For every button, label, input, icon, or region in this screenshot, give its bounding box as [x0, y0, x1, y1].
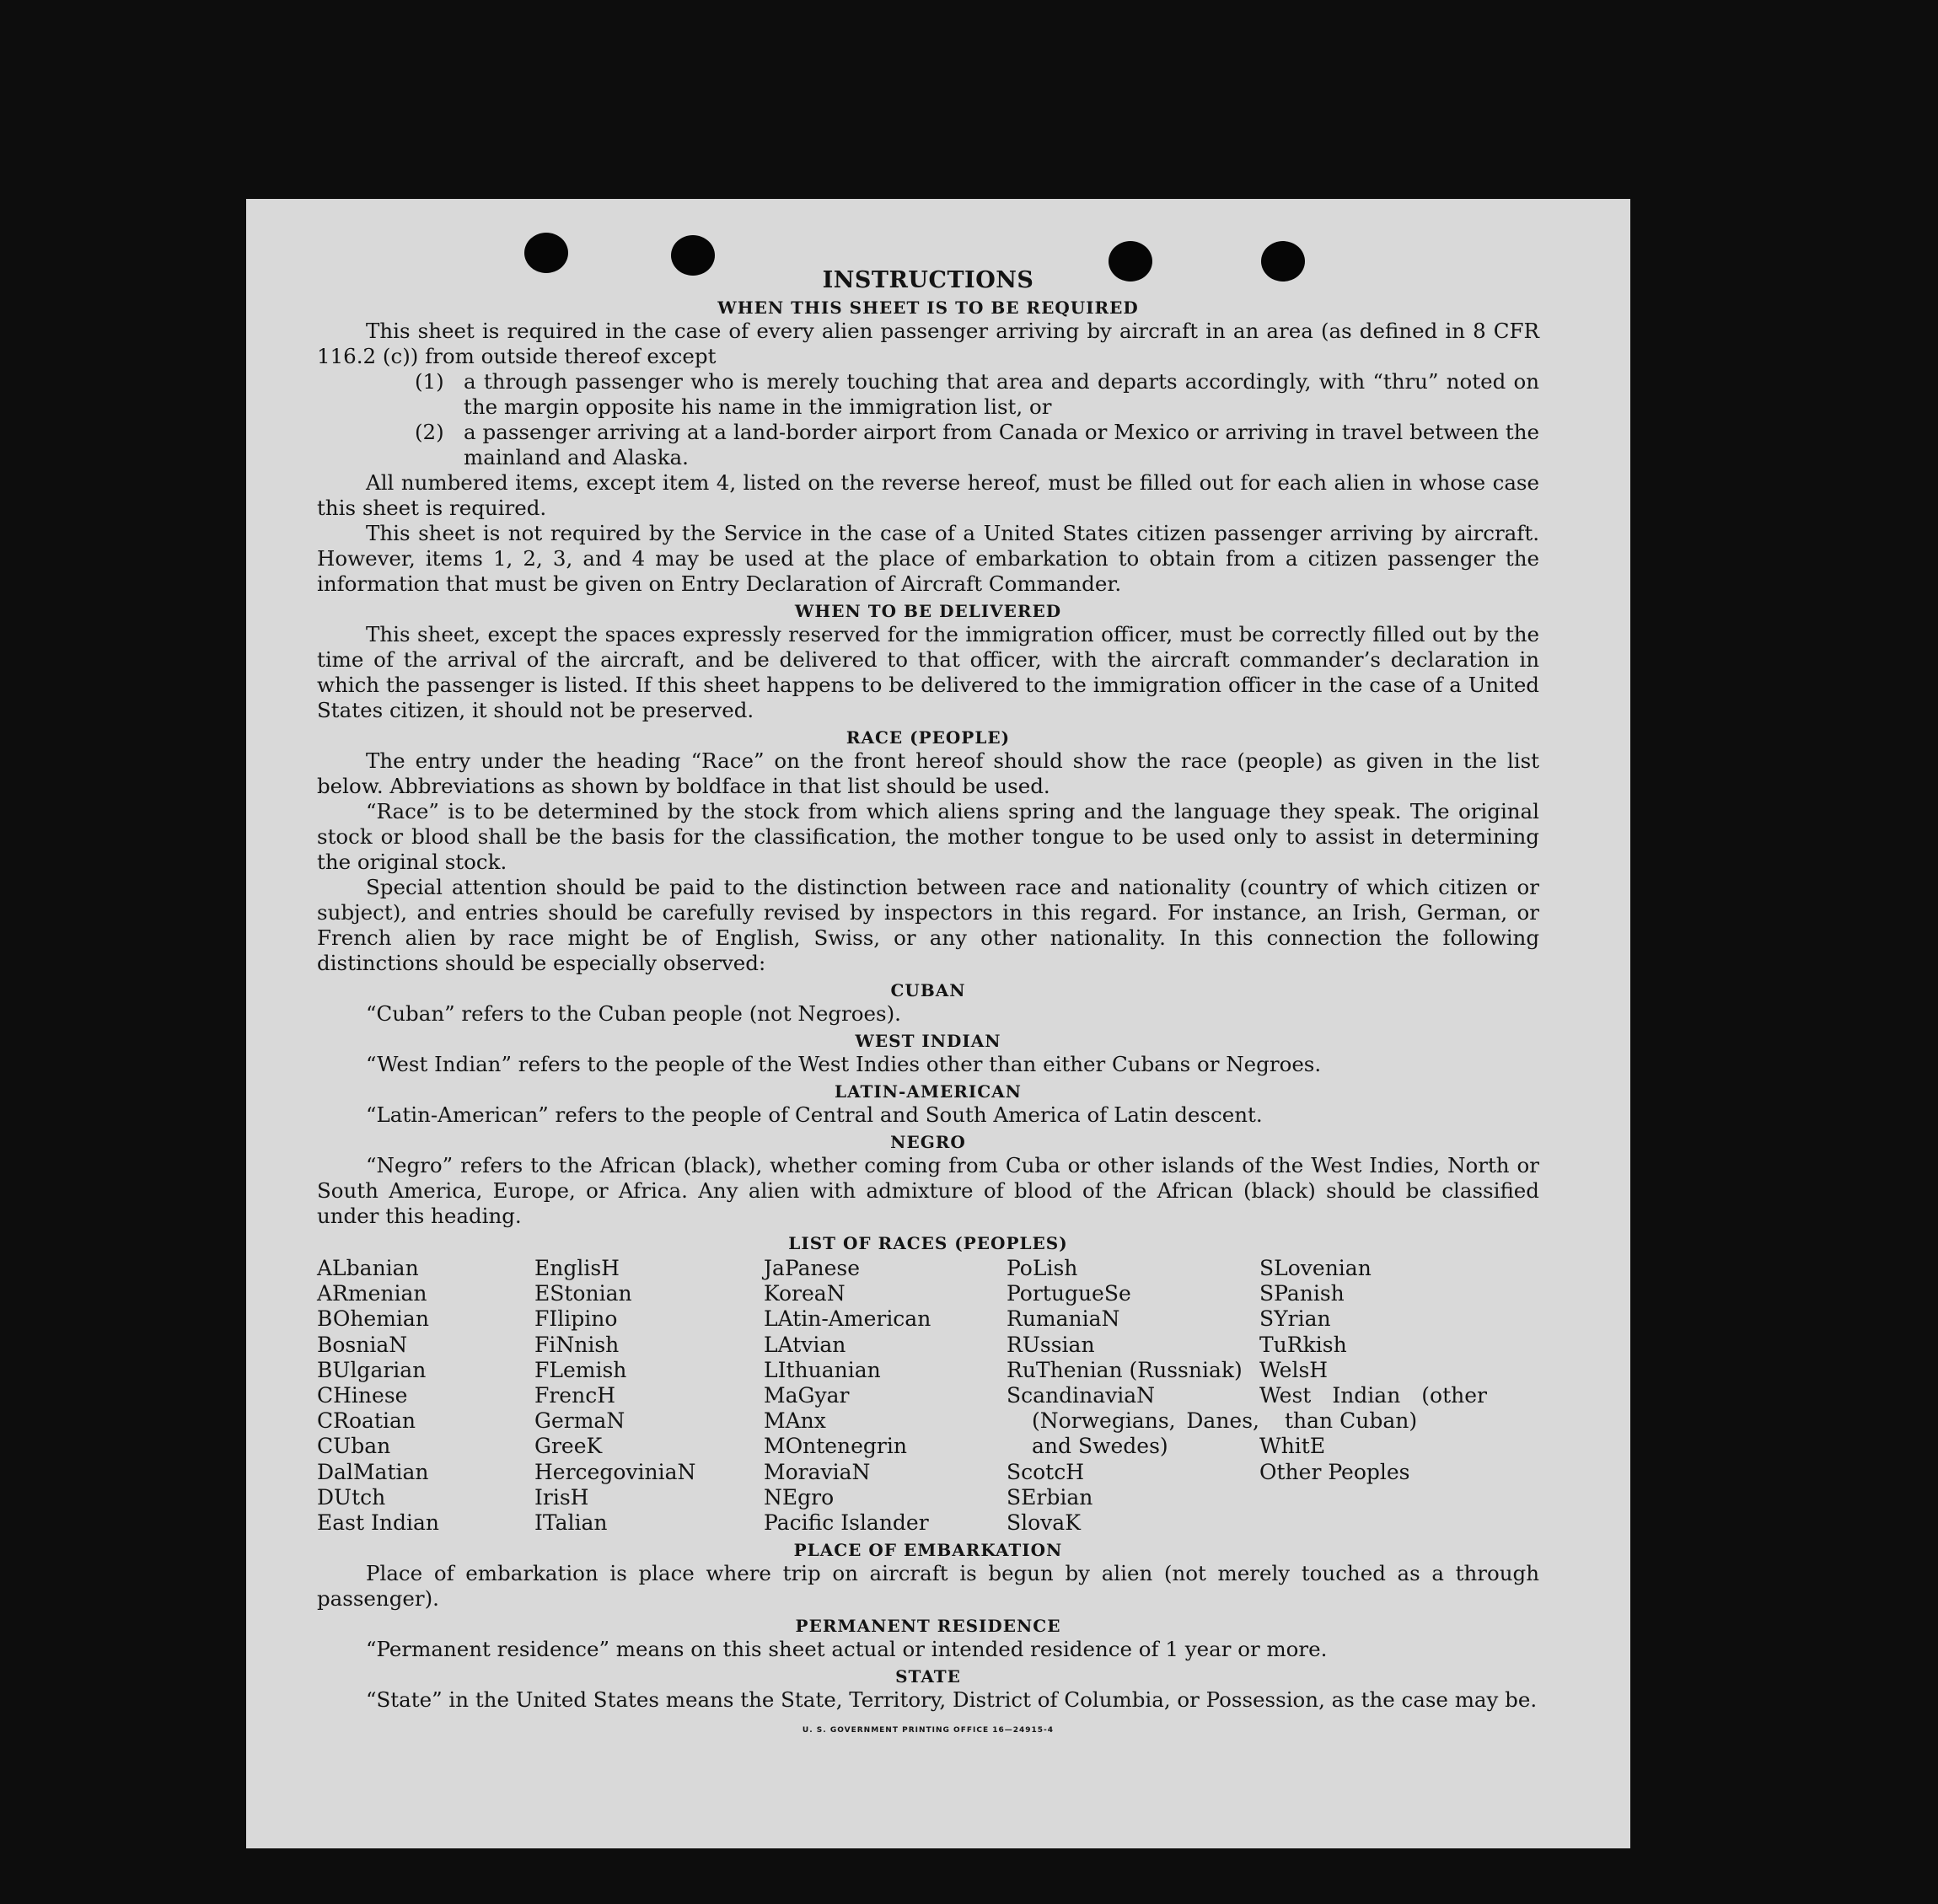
section-heading-latin-american: LATIN-AMERICAN: [835, 1081, 1022, 1102]
item-text: a passenger arriving at a land-border airport from Canada or Mexico or arriving in travel between the mainland and Alaska.: [464, 420, 1539, 469]
residence-paragraph: “Permanent residence” means on this sheet actual or intended residence of 1 year or more.: [366, 1637, 1328, 1662]
race-item: SLovenian: [1259, 1256, 1372, 1280]
section-heading-cuban: CUBAN: [890, 980, 966, 1000]
embarkation-paragraph: Place of embarkation is place where trip on aircraft is begun by alien (not merely touched as a through passenger).: [317, 1561, 1539, 1612]
race-column: [317, 1256, 534, 1536]
race-item: TuRkish: [1259, 1332, 1347, 1357]
race-list: [317, 1256, 1539, 1536]
race-item: RumaniaN: [1007, 1306, 1120, 1332]
race-item: WelsH: [1259, 1357, 1329, 1382]
race-item: PortugueSe: [1007, 1281, 1131, 1306]
race-paragraph: The entry under the heading “Race” on the front hereof should show the race (people) as given in the list below. Abbreviations as shown by boldface in that list should be used.: [317, 748, 1539, 798]
race-item: GermaN: [534, 1408, 625, 1434]
race-item: LAtvian: [764, 1332, 846, 1357]
race-list-heading: LIST OF RACES (PEOPLES): [788, 1233, 1068, 1253]
punch-hole: [524, 233, 568, 273]
delivered-paragraph: This sheet, except the spaces expressly reserved for the immigration officer, must be correctly filled out by the time of the arrival of the aircraft, and be delivered to that officer, with the aircraft commander’s declaration in which the passenger is listed. If this sheet happens to be delivered to the immigration officer in the case of a United States citizen, it should not be preserved.: [317, 622, 1539, 722]
race-item: SPanish: [1259, 1281, 1345, 1306]
race-item: MOntenegrin: [764, 1434, 907, 1459]
race-item: BUlgarian: [317, 1357, 427, 1382]
race-item: ScandinaviaN (Norwegians, Danes, and Swedes): [1007, 1383, 1259, 1459]
race-item: DUtch: [317, 1484, 386, 1510]
section-heading-residence: PERMANENT RESIDENCE: [795, 1616, 1061, 1637]
race-item: IrisH: [534, 1484, 589, 1510]
item-number: (1): [415, 369, 444, 394]
race-item: FLemish: [534, 1357, 627, 1382]
race-item: NEgro: [764, 1484, 835, 1510]
race-item: LAtin-American: [764, 1306, 931, 1332]
race-item: East Indian: [317, 1510, 439, 1536]
printer-imprint: U. S. GOVERNMENT PRINTING OFFICE 16—24915-4: [802, 1726, 1055, 1735]
race-item: PoLish: [1007, 1256, 1078, 1280]
cuban-paragraph: “Cuban” refers to the Cuban people (not Negroes).: [366, 1001, 901, 1026]
race-item: SYrian: [1259, 1306, 1331, 1332]
document-sheet: [246, 199, 1630, 1848]
instructions-content: [317, 268, 1539, 1743]
race-item: CHinese: [317, 1383, 408, 1408]
section-heading-state: STATE: [895, 1666, 961, 1687]
page-title: INSTRUCTIONS: [822, 267, 1034, 293]
race-item: ITalian: [534, 1510, 608, 1536]
race-item: MoraviaN: [764, 1459, 871, 1484]
section-heading-west-indian: WEST INDIAN: [855, 1031, 1001, 1051]
race-item: ARmenian: [317, 1281, 427, 1306]
race-item: WhitE: [1259, 1434, 1326, 1459]
race-item: BosniaN: [317, 1332, 408, 1357]
race-item: Other Peoples: [1259, 1459, 1410, 1484]
race-item: HercegoviniaN: [534, 1459, 696, 1484]
west-indian-paragraph: “West Indian” refers to the people of the West Indies other than either Cubans or Negroes.: [366, 1052, 1322, 1076]
section-heading-delivered: WHEN TO BE DELIVERED: [794, 601, 1062, 621]
race-item: LIthuanian: [764, 1357, 881, 1382]
state-paragraph: “State” in the United States means the State, Territory, District of Columbia, or Possession, as the case may be.: [366, 1687, 1538, 1713]
race-item: BOhemian: [317, 1306, 429, 1332]
section-heading-race: RACE (PEOPLE): [846, 727, 1011, 748]
race-item: RuThenian (Russniak): [1007, 1357, 1243, 1382]
race-column: [534, 1256, 764, 1536]
race-item: SErbian: [1007, 1484, 1093, 1510]
race-item: CUban: [317, 1434, 391, 1459]
race-item: KoreaN: [764, 1281, 846, 1306]
race-paragraph: Special attention should be paid to the distinction between race and nationality (country of which citizen or subject), and entries should be carefully revised by inspectors in this regard. For instance, an Irish, German, or French alien by race might be of English, Swiss, or any other nationality. In this connection the following distinctions should be especially observed:: [317, 875, 1539, 975]
section-heading-negro: NEGRO: [890, 1132, 966, 1152]
race-column: [764, 1256, 1007, 1536]
race-item: MaGyar: [764, 1383, 850, 1408]
race-item: Pacific Islander: [764, 1510, 929, 1536]
race-item: ScotcH: [1007, 1459, 1085, 1484]
race-item: EnglisH: [534, 1256, 620, 1280]
race-column: [1259, 1256, 1487, 1536]
race-item: DalMatian: [317, 1459, 429, 1484]
race-item: CRoatian: [317, 1408, 416, 1434]
race-item: RUssian: [1007, 1332, 1095, 1357]
item-number: (2): [415, 420, 444, 444]
race-item: ALbanian: [317, 1256, 419, 1280]
race-item: SlovaK: [1007, 1510, 1081, 1536]
race-item: JaPanese: [764, 1256, 861, 1280]
section-heading-embarkation: PLACE OF EMBARKATION: [793, 1540, 1063, 1561]
race-paragraph: “Race” is to be determined by the stock from which aliens spring and the language they speak. The original stock or blood shall be the basis for the classification, the mother tongue to be used only to assist in determining the original stock.: [317, 799, 1539, 874]
race-item: FiNnish: [534, 1332, 620, 1357]
required-paragraph: This sheet is not required by the Service in the case of a United States citizen passenger arriving by aircraft. However, items 1, 2, 3, and 4 may be used at the place of embarkation to obtain from a citizen passenger the information that must be given on Entry Declaration of Aircraft Commander.: [317, 521, 1539, 596]
section-heading-required: WHEN THIS SHEET IS TO BE REQUIRED: [717, 298, 1139, 318]
exception-item: [317, 420, 1539, 470]
required-intro: This sheet is required in the case of every alien passenger arriving by aircraft in an area (as defined in 8 CFR 116.2 (c)) from outside thereof except: [317, 319, 1539, 368]
exception-item: [317, 369, 1539, 420]
latin-american-paragraph: “Latin-American” refers to the people of Central and South America of Latin descent.: [366, 1102, 1263, 1127]
race-item: MAnx: [764, 1408, 826, 1434]
negro-paragraph: “Negro” refers to the African (black), whether coming from Cuba or other islands of the West Indies, North or South America, Europe, or Africa. Any alien with admixture of blood of the African (black) should be classified under this heading.: [317, 1153, 1539, 1228]
race-item: West Indian (other than Cuban): [1259, 1383, 1487, 1434]
race-item: GreeK: [534, 1434, 603, 1459]
race-item: FIlipino: [534, 1306, 618, 1332]
item-text: a through passenger who is merely touching that area and departs accordingly, with “thru” noted on the margin opposite his name in the immigration list, or: [464, 369, 1539, 419]
race-column: [1007, 1256, 1259, 1536]
race-item: EStonian: [534, 1281, 632, 1306]
race-item: FrencH: [534, 1383, 615, 1408]
required-paragraph: All numbered items, except item 4, listed on the reverse hereof, must be filled out for each alien in whose case this sheet is required.: [317, 470, 1539, 520]
